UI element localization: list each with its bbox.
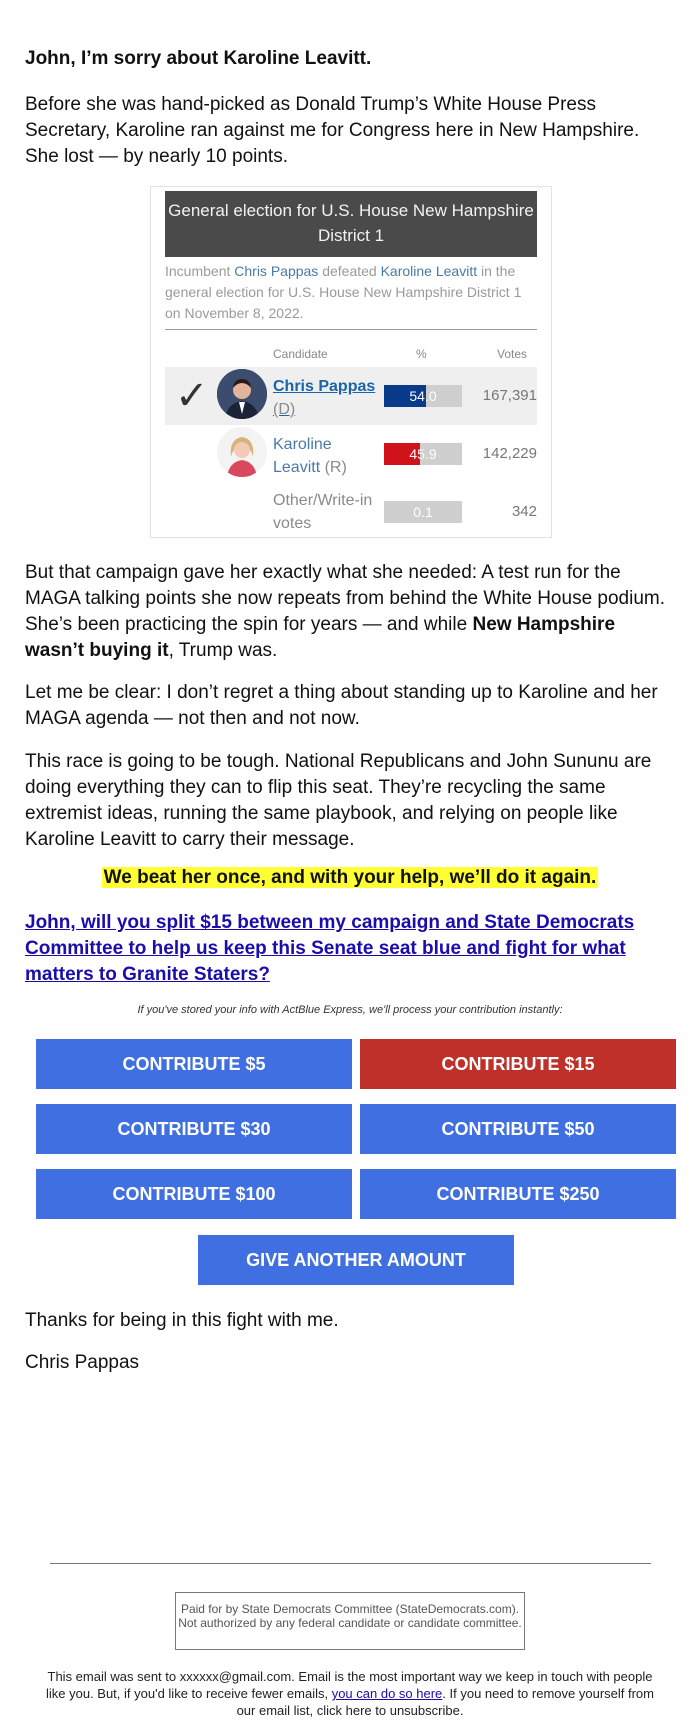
- footer-email-address: xxxxxx@gmail.com: [179, 1669, 292, 1684]
- loser-name-link: Karoline Leavitt: [380, 263, 478, 279]
- contribute-15-button[interactable]: CONTRIBUTE $15: [360, 1039, 676, 1089]
- donation-ask-link[interactable]: John, will you split $15 between my campaign and State Democrats Committee to help us keep this Senate seat blue and fight for what matters to Granite Staters?: [25, 912, 635, 985]
- votes-other: 342: [511, 503, 537, 520]
- col-header-percent: %: [416, 347, 427, 361]
- contribute-100-button[interactable]: CONTRIBUTE $100: [36, 1169, 352, 1219]
- pct-bar-other: [384, 501, 462, 523]
- col-header-votes: Votes: [497, 347, 528, 361]
- fewer-emails-link[interactable]: you can do so here: [331, 1686, 443, 1701]
- election-results-graphic: [150, 186, 552, 538]
- closing-thanks: Thanks for being in this fight with me.: [25, 1310, 339, 1331]
- candidate-name-leavitt: [273, 433, 383, 479]
- candidate-name-text[interactable]: Chris Pappas: [273, 378, 376, 395]
- pct-bar-pappas: [384, 385, 462, 407]
- pct-value: 54.0: [409, 388, 437, 404]
- candidate-party: (D): [273, 401, 296, 418]
- paid-for-disclaimer: Paid for by State Democrats Committee (StateDemocrats.com). Not authorized by any federal candidate or candidate committee.: [175, 1592, 525, 1650]
- footer-sent-middle: . Email is the most important way we keep in touch with people like you. But, if you'd like to receive fewer emails,: [45, 1669, 653, 1701]
- para2-end: , Trump was.: [168, 640, 278, 661]
- election-desc-suffix: in the general election for U.S. House New Hampshire District 1 on November 8, 2022.: [165, 263, 522, 321]
- contribute-30-button[interactable]: CONTRIBUTE $30: [36, 1104, 352, 1154]
- election-title: General election for U.S. House New Hampshire District 1: [165, 191, 537, 257]
- body-paragraph-3: Let me be clear: I don’t regret a thing about standing up to Karoline and her MAGA agenda — not then and not now.: [25, 682, 658, 729]
- para2-bold: New Hampshire wasn’t buying it: [25, 614, 616, 661]
- give-another-amount-button[interactable]: GIVE ANOTHER AMOUNT: [198, 1235, 514, 1285]
- footer-unsubscribe-text[interactable]: . If you need to remove yourself from our email list, click here to unsubscribe.: [236, 1686, 654, 1718]
- pct-bar-leavitt: [384, 443, 462, 465]
- candidate-name-other: Other/Write-in votes: [273, 492, 373, 532]
- footer-divider: [50, 1563, 651, 1564]
- contribute-50-button[interactable]: CONTRIBUTE $50: [360, 1104, 676, 1154]
- candidate-avatar-leavitt: [217, 427, 267, 477]
- candidate-party: (R): [324, 459, 347, 476]
- candidate-avatar-pappas: [217, 369, 267, 419]
- pct-value: 0.1: [413, 504, 433, 520]
- contribute-250-button[interactable]: CONTRIBUTE $250: [360, 1169, 676, 1219]
- col-header-candidate: Candidate: [273, 347, 328, 361]
- footer-text: [40, 1668, 660, 1719]
- email-greeting: John, I’m sorry about Karoline Leavitt.: [25, 48, 372, 69]
- votes-leavitt: 142,229: [482, 445, 537, 462]
- election-desc-mid: defeated: [318, 263, 381, 279]
- winner-name-link: Chris Pappas: [234, 263, 319, 279]
- body-paragraph-4: This race is going to be tough. National Republicans and John Sununu are doing everything they can to flip this seat. They’re recycling the same extremist ideas, running the same playbook, and relying on people like Karoline Leavitt to carry their message.: [25, 751, 652, 850]
- actblue-express-note: If you've stored your info with ActBlue Express, we'll process your contribution instantly:: [137, 1004, 563, 1016]
- highlight-line: [0, 865, 700, 891]
- winner-checkmark-icon: ✓: [175, 374, 209, 418]
- votes-pappas: 167,391: [482, 387, 537, 404]
- highlight-text: We beat her once, and with your help, we’ll do it again.: [103, 867, 597, 888]
- election-description: [165, 261, 537, 324]
- intro-paragraph: Before she was hand-picked as Donald Trump’s White House Press Secretary, Karoline ran against me for Congress here in New Hampshire. She lost — by nearly 10 points.: [25, 94, 640, 167]
- candidate-name-pappas[interactable]: [273, 375, 383, 421]
- pct-value: 45.9: [409, 446, 437, 462]
- contribute-5-button[interactable]: CONTRIBUTE $5: [36, 1039, 352, 1089]
- candidate-name-text: Karoline Leavitt: [273, 436, 332, 476]
- para2-start: But that campaign gave her exactly what she needed: A test run for the MAGA talking points she now repeats from behind the White House podium. She’s been practicing the spin for years — and while: [25, 562, 666, 635]
- footer-sent-prefix: This email was sent to: [47, 1669, 180, 1684]
- election-divider: [165, 329, 537, 330]
- signature: Chris Pappas: [25, 1352, 140, 1373]
- election-desc-prefix: Incumbent: [165, 263, 235, 279]
- body-paragraph-2: [25, 560, 675, 664]
